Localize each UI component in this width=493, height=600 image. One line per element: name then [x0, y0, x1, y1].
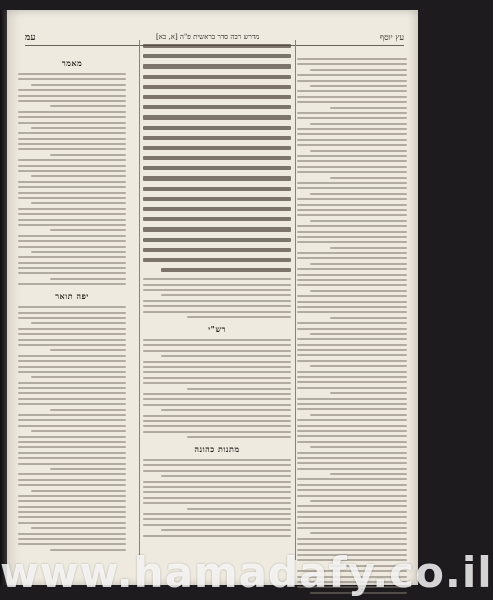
text-line-placeholder — [143, 197, 291, 201]
text-line-placeholder — [18, 457, 126, 459]
text-line-placeholder — [297, 279, 407, 281]
text-line-placeholder — [18, 425, 126, 427]
text-line-placeholder — [297, 538, 407, 540]
text-line-placeholder — [297, 435, 407, 437]
text-line-placeholder — [143, 176, 291, 180]
text-line-placeholder — [18, 543, 126, 545]
text-line-placeholder — [297, 527, 407, 529]
text-line-placeholder — [297, 257, 407, 259]
text-line-placeholder — [143, 284, 291, 286]
book-spine-shadow — [0, 10, 7, 585]
text-line-placeholder — [18, 138, 126, 140]
text-line-placeholder — [297, 468, 407, 470]
text-line-placeholder — [18, 436, 126, 438]
text-line-placeholder — [18, 78, 126, 80]
text-line-placeholder — [18, 355, 126, 357]
text-line-placeholder — [31, 84, 126, 86]
text-line-placeholder — [18, 533, 126, 535]
text-line-placeholder — [143, 227, 291, 231]
center-small-text-block — [143, 278, 291, 318]
text-line-placeholder — [297, 204, 407, 206]
text-line-placeholder — [297, 58, 407, 60]
text-line-placeholder — [18, 382, 126, 384]
text-line-placeholder — [18, 344, 126, 346]
text-line-placeholder — [297, 96, 407, 98]
text-line-placeholder — [143, 491, 291, 493]
header-section-ref: פ"ה [א, כא] — [155, 33, 191, 41]
text-line-placeholder — [31, 430, 126, 432]
text-line-placeholder — [297, 478, 407, 480]
text-line-placeholder — [297, 74, 407, 76]
text-line-placeholder — [297, 349, 407, 351]
text-line-placeholder — [297, 441, 407, 443]
text-line-placeholder — [310, 69, 407, 71]
text-line-placeholder — [143, 278, 291, 280]
text-line-placeholder — [143, 258, 291, 262]
text-line-placeholder — [18, 473, 126, 475]
text-line-placeholder — [297, 338, 407, 340]
text-line-placeholder — [297, 511, 407, 513]
text-line-placeholder — [18, 100, 126, 102]
text-line-placeholder — [143, 486, 291, 488]
text-line-placeholder — [143, 238, 291, 242]
text-line-placeholder — [18, 312, 126, 314]
text-line-placeholder — [330, 473, 407, 475]
text-line-placeholder — [18, 516, 126, 518]
text-line-placeholder — [143, 115, 291, 119]
text-line-placeholder — [143, 344, 291, 346]
text-line-placeholder — [297, 139, 407, 141]
text-line-placeholder — [31, 322, 126, 324]
text-line-placeholder — [18, 339, 126, 341]
text-line-placeholder — [50, 468, 126, 470]
left-column-text — [18, 73, 126, 285]
text-line-placeholder — [143, 75, 291, 79]
text-line-placeholder — [18, 186, 126, 188]
text-line-placeholder — [297, 225, 407, 227]
text-line-placeholder — [143, 95, 291, 99]
text-line-placeholder — [18, 208, 126, 210]
text-line-placeholder — [18, 317, 126, 319]
text-line-placeholder — [297, 160, 407, 162]
text-line-placeholder — [143, 207, 291, 211]
text-line-placeholder — [310, 500, 407, 502]
text-line-placeholder — [161, 355, 291, 357]
center-rashi-heading: רש"י — [208, 324, 226, 335]
text-line-placeholder — [143, 64, 291, 68]
text-line-placeholder — [297, 354, 407, 356]
text-line-placeholder — [297, 101, 407, 103]
text-line-placeholder — [50, 278, 126, 280]
text-line-placeholder — [18, 122, 126, 124]
text-line-placeholder — [18, 116, 126, 118]
text-line-placeholder — [161, 294, 291, 296]
text-line-placeholder — [297, 214, 407, 216]
text-line-placeholder — [297, 495, 407, 497]
text-line-placeholder — [31, 376, 126, 378]
text-line-placeholder — [310, 220, 407, 222]
text-line-placeholder — [297, 306, 407, 308]
text-line-placeholder — [297, 398, 407, 400]
text-line-placeholder — [18, 89, 126, 91]
text-line-placeholder — [310, 263, 407, 265]
text-line-placeholder — [143, 156, 291, 160]
center-main-text-column — [143, 44, 291, 540]
text-line-placeholder — [143, 459, 291, 461]
text-line-placeholder — [297, 452, 407, 454]
text-line-placeholder — [18, 235, 126, 237]
column-divider-right — [295, 40, 296, 560]
text-line-placeholder — [297, 90, 407, 92]
text-line-placeholder — [187, 388, 291, 390]
text-line-placeholder — [297, 457, 407, 459]
text-line-placeholder — [18, 392, 126, 394]
text-line-placeholder — [143, 305, 291, 307]
text-line-placeholder — [297, 112, 407, 114]
text-line-placeholder — [310, 85, 407, 87]
text-line-placeholder — [297, 505, 407, 507]
text-line-placeholder — [18, 132, 126, 134]
right-commentary-column — [297, 52, 407, 597]
text-line-placeholder — [143, 136, 291, 140]
text-line-placeholder — [297, 274, 407, 276]
text-line-placeholder — [18, 224, 126, 226]
text-line-placeholder — [18, 213, 126, 215]
text-line-placeholder — [297, 117, 407, 119]
text-line-placeholder — [143, 187, 291, 191]
text-line-placeholder — [297, 231, 407, 233]
text-line-placeholder — [143, 126, 291, 130]
text-line-placeholder — [143, 470, 291, 472]
text-line-placeholder — [143, 425, 291, 427]
text-line-placeholder — [143, 166, 291, 170]
text-line-placeholder — [18, 479, 126, 481]
text-line-placeholder — [143, 404, 291, 406]
text-line-placeholder — [297, 344, 407, 346]
text-line-placeholder — [297, 236, 407, 238]
text-line-placeholder — [143, 382, 291, 384]
text-line-placeholder — [31, 127, 126, 129]
text-line-placeholder — [297, 133, 407, 135]
text-line-placeholder — [297, 295, 407, 297]
running-header — [25, 30, 404, 44]
text-line-placeholder — [297, 166, 407, 168]
text-line-placeholder — [18, 267, 126, 269]
text-line-placeholder — [143, 518, 291, 520]
text-line-placeholder — [187, 316, 291, 318]
text-line-placeholder — [18, 366, 126, 368]
text-line-placeholder — [297, 171, 407, 173]
text-line-placeholder — [143, 415, 291, 417]
text-line-placeholder — [297, 128, 407, 130]
text-line-placeholder — [143, 464, 291, 466]
text-line-placeholder — [310, 193, 407, 195]
text-line-placeholder — [143, 524, 291, 526]
text-line-placeholder — [143, 431, 291, 433]
text-line-placeholder — [18, 159, 126, 161]
text-line-placeholder — [297, 516, 407, 518]
right-column-text — [297, 58, 407, 594]
text-line-placeholder — [31, 251, 126, 253]
text-line-placeholder — [18, 522, 126, 524]
text-line-placeholder — [50, 229, 126, 231]
text-line-placeholder — [143, 339, 291, 341]
text-line-placeholder — [143, 366, 291, 368]
text-line-placeholder — [310, 290, 407, 292]
text-line-placeholder — [18, 371, 126, 373]
center-matnot-text — [143, 459, 291, 536]
text-line-placeholder — [161, 529, 291, 531]
text-line-placeholder — [18, 484, 126, 486]
text-line-placeholder — [18, 506, 126, 508]
text-line-placeholder — [143, 377, 291, 379]
text-line-placeholder — [143, 350, 291, 352]
page-number: עמ — [25, 32, 36, 43]
text-line-placeholder — [297, 63, 407, 65]
text-line-placeholder — [18, 95, 126, 97]
text-line-placeholder — [18, 495, 126, 497]
text-line-placeholder — [330, 107, 407, 109]
text-line-placeholder — [143, 248, 291, 252]
text-line-placeholder — [297, 187, 407, 189]
text-line-placeholder — [18, 272, 126, 274]
text-line-placeholder — [18, 256, 126, 258]
text-line-placeholder — [18, 441, 126, 443]
header-title-text: מדרש רבה סדר בראשית — [193, 33, 260, 41]
text-line-placeholder — [18, 419, 126, 421]
text-line-placeholder — [297, 425, 407, 427]
text-line-placeholder — [297, 328, 407, 330]
left-lower-heading: יפה תואר — [55, 291, 89, 302]
text-line-placeholder — [18, 511, 126, 513]
text-line-placeholder — [50, 409, 126, 411]
text-line-placeholder — [143, 497, 291, 499]
text-line-placeholder — [18, 219, 126, 221]
text-line-placeholder — [18, 452, 126, 454]
text-line-placeholder — [297, 144, 407, 146]
text-line-placeholder — [297, 371, 407, 373]
text-line-placeholder — [297, 80, 407, 82]
text-line-placeholder — [143, 146, 291, 150]
text-line-placeholder — [297, 543, 407, 545]
text-line-placeholder — [31, 490, 126, 492]
text-line-placeholder — [310, 414, 407, 416]
text-line-placeholder — [297, 430, 407, 432]
left-commentary-column — [18, 52, 126, 554]
text-line-placeholder — [18, 165, 126, 167]
text-line-placeholder — [50, 349, 126, 351]
text-line-placeholder — [187, 508, 291, 510]
text-line-placeholder — [143, 513, 291, 515]
text-line-placeholder — [18, 500, 126, 502]
text-line-placeholder — [18, 73, 126, 75]
text-line-placeholder — [143, 105, 291, 109]
text-line-placeholder — [161, 475, 291, 477]
text-line-placeholder — [143, 361, 291, 363]
text-line-placeholder — [18, 398, 126, 400]
text-line-placeholder — [18, 170, 126, 172]
header-book-title — [35, 33, 379, 41]
text-line-placeholder — [143, 54, 291, 58]
header-right-label: עץ יוסף — [379, 32, 404, 42]
text-line-placeholder — [143, 217, 291, 221]
text-line-placeholder — [50, 154, 126, 156]
text-line-placeholder — [143, 535, 291, 537]
text-line-placeholder — [18, 240, 126, 242]
text-line-placeholder — [161, 268, 291, 272]
text-line-placeholder — [18, 387, 126, 389]
text-line-placeholder — [330, 247, 407, 249]
text-line-placeholder — [18, 262, 126, 264]
text-line-placeholder — [143, 398, 291, 400]
text-line-placeholder — [18, 246, 126, 248]
text-line-placeholder — [143, 502, 291, 504]
text-line-placeholder — [310, 532, 407, 534]
text-line-placeholder — [297, 198, 407, 200]
text-line-placeholder — [18, 446, 126, 448]
text-line-placeholder — [143, 300, 291, 302]
text-line-placeholder — [297, 284, 407, 286]
text-line-placeholder — [50, 105, 126, 107]
text-line-placeholder — [18, 538, 126, 540]
text-line-placeholder — [297, 322, 407, 324]
text-line-placeholder — [330, 392, 407, 394]
text-line-placeholder — [18, 111, 126, 113]
text-line-placeholder — [31, 202, 126, 204]
text-line-placeholder — [143, 44, 291, 48]
text-line-placeholder — [297, 209, 407, 211]
text-line-placeholder — [18, 403, 126, 405]
text-line-placeholder — [297, 301, 407, 303]
site-watermark: www.hamadafy.co.il — [0, 548, 493, 597]
center-main-text-block — [143, 44, 291, 272]
text-line-placeholder — [297, 484, 407, 486]
text-line-placeholder — [18, 148, 126, 150]
text-line-placeholder — [297, 241, 407, 243]
left-lower-text — [18, 306, 126, 551]
text-line-placeholder — [297, 381, 407, 383]
text-line-placeholder — [297, 489, 407, 491]
text-line-placeholder — [18, 333, 126, 335]
text-line-placeholder — [18, 283, 126, 285]
text-line-placeholder — [31, 527, 126, 529]
text-line-placeholder — [310, 123, 407, 125]
text-line-placeholder — [310, 333, 407, 335]
text-line-placeholder — [143, 371, 291, 373]
text-line-placeholder — [310, 446, 407, 448]
text-line-placeholder — [297, 408, 407, 410]
text-line-placeholder — [297, 182, 407, 184]
text-line-placeholder — [18, 360, 126, 362]
text-line-placeholder — [310, 365, 407, 367]
text-line-placeholder — [18, 197, 126, 199]
text-line-placeholder — [187, 436, 291, 438]
text-line-placeholder — [143, 393, 291, 395]
text-line-placeholder — [18, 463, 126, 465]
text-line-placeholder — [18, 328, 126, 330]
text-line-placeholder — [18, 181, 126, 183]
text-line-placeholder — [330, 317, 407, 319]
text-line-placeholder — [143, 481, 291, 483]
text-line-placeholder — [18, 306, 126, 308]
text-line-placeholder — [297, 462, 407, 464]
text-line-placeholder — [297, 403, 407, 405]
text-line-placeholder — [297, 360, 407, 362]
text-line-placeholder — [330, 177, 407, 179]
center-rashi-text — [143, 339, 291, 438]
text-line-placeholder — [143, 85, 291, 89]
text-line-placeholder — [297, 522, 407, 524]
text-line-placeholder — [297, 155, 407, 157]
text-line-placeholder — [310, 150, 407, 152]
text-line-placeholder — [143, 420, 291, 422]
text-line-placeholder — [143, 289, 291, 291]
text-line-placeholder — [297, 311, 407, 313]
column-divider-left — [139, 40, 140, 560]
text-line-placeholder — [297, 252, 407, 254]
text-line-placeholder — [297, 376, 407, 378]
text-line-placeholder — [297, 419, 407, 421]
text-line-placeholder — [297, 387, 407, 389]
text-line-placeholder — [18, 143, 126, 145]
text-line-placeholder — [18, 192, 126, 194]
text-line-placeholder — [31, 175, 126, 177]
text-line-placeholder — [161, 409, 291, 411]
text-line-placeholder — [18, 414, 126, 416]
left-column-heading: מאמר — [61, 58, 83, 68]
text-line-placeholder — [297, 268, 407, 270]
text-line-placeholder — [143, 311, 291, 313]
center-matnot-heading: מתנות כהונה — [194, 444, 240, 455]
